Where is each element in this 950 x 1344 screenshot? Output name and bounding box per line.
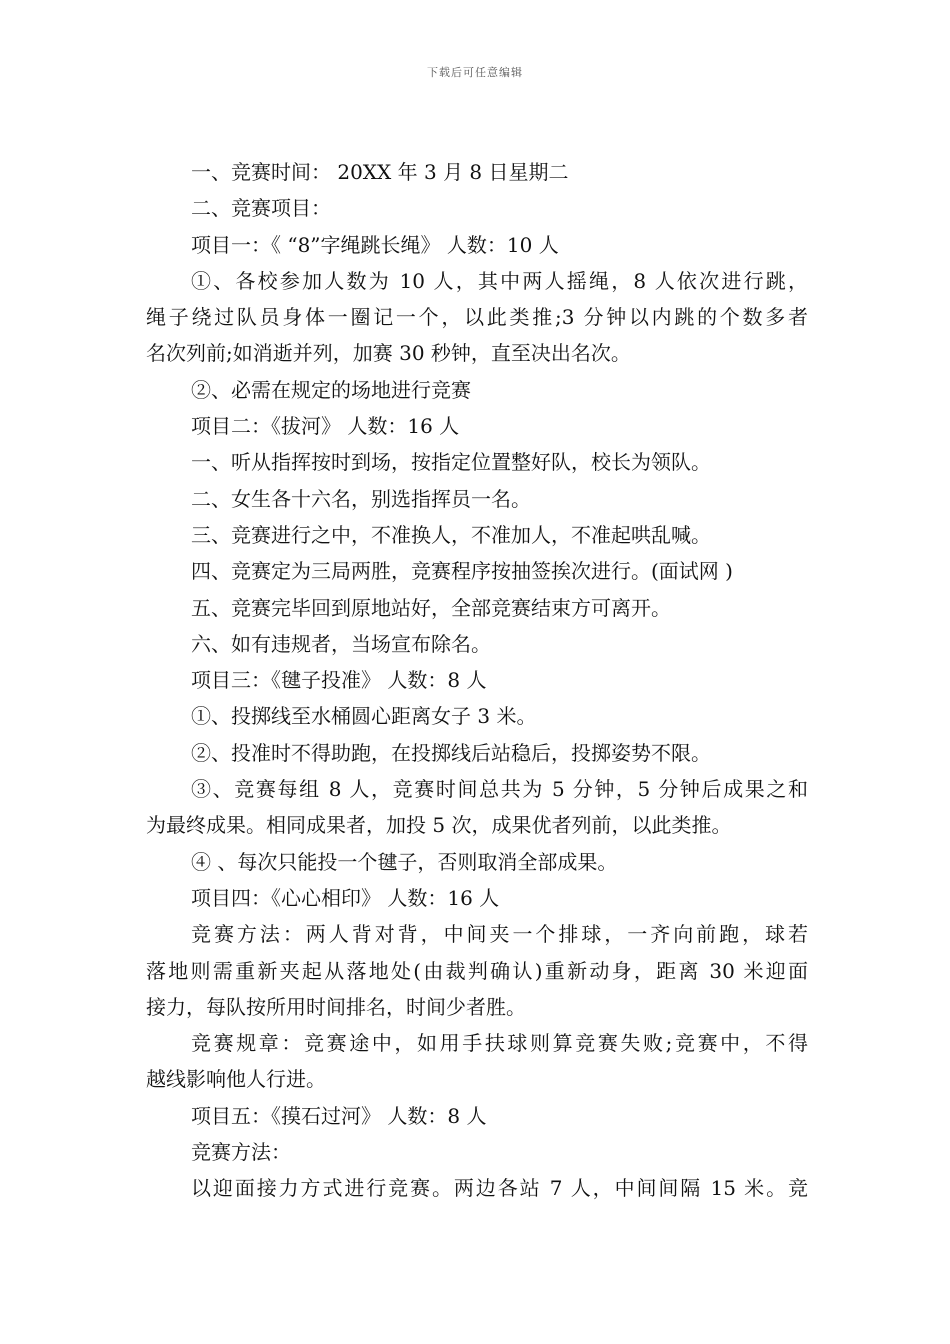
paragraph-line: 项目五：《摸石过河》 人数：8 人 <box>191 1103 487 1128</box>
paragraph-line: ②、投准时不得助跑，在投掷线后站稳后，投掷姿势不限。 <box>191 740 711 765</box>
paragraph-line: 竞赛方法： <box>191 1140 291 1165</box>
paragraph-line: 二、竞赛项目： <box>191 196 331 221</box>
paragraph-line: 一、竞赛时间： 20XX 年 3 月 8 日星期二 <box>191 160 569 184</box>
page-header-note: 下载后可任意编辑 <box>427 66 523 79</box>
paragraph-line: 一、听从指挥按时到场，按指定位置整好队，校长为领队。 <box>191 450 711 475</box>
paragraph-line: 竞赛方法：两人背对背，中间夹一个排球，一齐向前跑，球若 <box>191 922 808 947</box>
paragraph-line: 以迎面接力方式进行竞赛。两边各站 7 人，中间间隔 15 米。竞 <box>191 1176 808 1201</box>
paragraph-line: 名次列前;如消逝并列，加赛 30 秒钟，直至决出名次。 <box>146 341 631 366</box>
paragraph-line: 越线影响他人行进。 <box>146 1067 326 1092</box>
paragraph-line: 三、竞赛进行之中，不准换人，不准加人，不准起哄乱喊。 <box>191 522 711 547</box>
paragraph-line: 二、女生各十六名，别选指挥员一名。 <box>191 486 531 511</box>
paragraph-line: 接力，每队按所用时间排名，时间少者胜。 <box>146 994 526 1019</box>
paragraph-line: 四、竞赛定为三局两胜，竞赛程序按抽签挨次进行。(面试网 ) <box>191 559 733 584</box>
paragraph-line: 落地则需重新夹起从落地处(由裁判确认)重新动身，距离 30 米迎面 <box>146 958 808 983</box>
paragraph-line: ①、各校参加人数为 10 人，其中两人摇绳，8 人依次进行跳， <box>191 268 808 293</box>
paragraph-line: ①、投掷线至水桶圆心距离女子 3 米。 <box>191 704 537 729</box>
paragraph-line: 项目三：《毽子投准》 人数：8 人 <box>191 668 487 693</box>
paragraph-line: 项目二：《拔河》 人数：16 人 <box>191 414 460 439</box>
document-body <box>146 154 808 1207</box>
paragraph-line: ④ 、每次只能投一个毽子，否则取消全部成果。 <box>191 849 618 874</box>
paragraph-line: 项目一：《 “8”字绳跳长绳》 人数：10 人 <box>191 232 559 257</box>
paragraph-line: 绳子绕过队员身体一圈记一个，以此类推;3 分钟以内跳的个数多者 <box>146 305 808 330</box>
paragraph-line: ②、必需在规定的场地进行竞赛 <box>191 377 471 402</box>
paragraph-line: ③、竞赛每组 8 人，竞赛时间总共为 5 分钟，5 分钟后成果之和 <box>191 777 808 802</box>
paragraph-line: 六、如有违规者，当场宣布除名。 <box>191 631 491 656</box>
paragraph-line: 竞赛规章：竞赛途中，如用手扶球则算竞赛失败;竞赛中，不得 <box>191 1031 808 1056</box>
paragraph-line: 项目四：《心心相印》 人数：16 人 <box>191 885 500 910</box>
paragraph-line: 五、竞赛完毕回到原地站好，全部竞赛结束方可离开。 <box>191 595 671 620</box>
paragraph-line: 为最终成果。相同成果者，加投 5 次，成果优者列前，以此类推。 <box>146 813 732 838</box>
